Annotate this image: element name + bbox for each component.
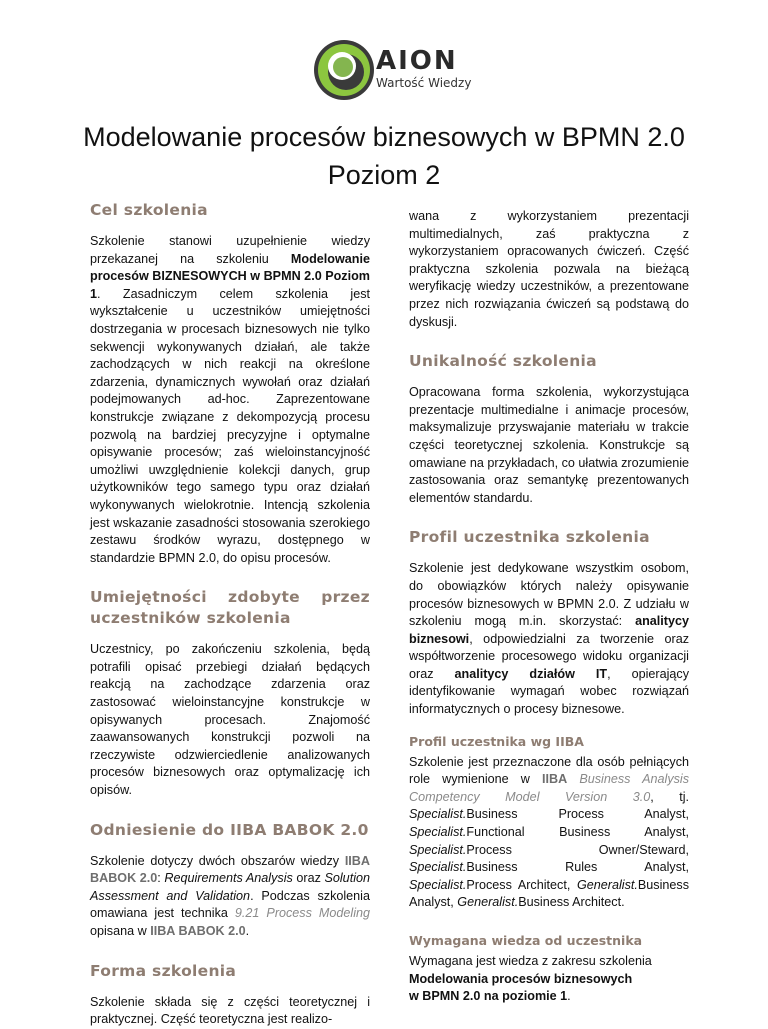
heading-cel: Cel szkolenia bbox=[90, 201, 208, 219]
brand-tagline: Wartość Wiedzy bbox=[376, 76, 472, 90]
title-line-2: Poziom 2 bbox=[327, 160, 441, 190]
paragraph-wymagana: Wymagana jest wiedza z zakresu szkolenia Modelowania procesów biznesowych w BPMN 2.0 na poziomie 1. bbox=[409, 954, 652, 1004]
logo-text bbox=[376, 47, 471, 90]
paragraph-odniesienie: Szkolenie dotyczy dwóch obszarów wiedzy IIBA BABOK 2.0: Requirements Analysis oraz Solution Assessment and Validation. Podczas szkolenia omawiana jest technika 9.21 Process Modeling opisana w IIBA BABOK 2.0. bbox=[90, 853, 371, 938]
paragraph-unikalnosc: Opracowana forma szkolenia, wykorzystująca prezentacje multimedialne i animacje procesów, maksymalizuje przyswajanie materiału w trakcie części teoretycznej szkolenia. Konstrukcje są omawiane na przykładach, co ułatwia zrozumienie zastosowania oraz semantykę prezentowanych elementów standardu. bbox=[409, 385, 690, 505]
heading-wymagana: Wymagana wiedza od uczestnika bbox=[409, 933, 643, 948]
heading-profil-iiba: Profil uczestnika wg IIBA bbox=[409, 733, 584, 749]
left-column bbox=[90, 200, 370, 1029]
heading-forma: Forma szkolenia bbox=[90, 961, 237, 980]
page-title bbox=[0, 118, 768, 194]
heading-umiejetnosci: Umiejętności zdobyte przez uczestników szkolenia bbox=[90, 588, 370, 628]
paragraph-forma-part2: wana z wykorzystaniem prezentacji multimedialnych, zaś praktyczna z wykorzystaniem opracowanych ćwiczeń. Część praktyczna szkolenia pozwala na bieżącą weryfikację wiedzy uczestników, a prezentowane przez nich rozwiązania ćwiczeń są podstawą do dyskusji. bbox=[409, 209, 689, 329]
brand-name: AION bbox=[376, 46, 458, 76]
heading-unikalnosc: Unikalność szkolenia bbox=[409, 352, 597, 371]
paragraph-cel: Szkolenie stanowi uzupełnienie wiedzy przekazanej na szkoleniu Modelowanie procesów BIZNESOWYCH w BPMN 2.0 Poziom 1. Zasadniczym celem szkolenia jest wykształcenie u uczestników umiejętności dostrzegania w procesach biznesowych nie tylko sekwencji wykonywanych działań, ale także zachodzących w nich reakcji na określone zdarzenia, dynamicznych wywołań oraz działań podejmowanych ad-hoc. Zaprezentowane konstrukcje związane z dekompozycją procesu pozwolą na bardziej precyzyjne i optymalne opisywanie procesów; zaś wieloinstancyjność umożliwi uwzględnienie kolekcji danych, grup użytkowników tego samego typu oraz działań wykonywanych wielokrotnie. Intencją szkolenia jest wskazanie zasadności stosowania szerokiego zestawu środków wyrazu, dostępnego w standardzie BPMN 2.0, do opisu procesów. bbox=[90, 234, 370, 565]
paragraph-profil-iiba: Szkolenie jest przeznaczone dla osób pełniących role wymienione w IIBA Business Analysis Competency Model Version 3.0, tj. Specialist.Business Process Analyst, Specialist.Functional Business Analyst, Specialist.Process Owner/Steward, Specialist.Business Rules Analyst, Specialist.Process Architect, Generalist.Business Analyst, Generalist.Business Architect. bbox=[409, 754, 690, 910]
paragraph-profil: Szkolenie jest dedykowane wszystkim osobom, do obowiązków których należy opisywanie procesów biznesowych w BPMN 2.0. Z udziału w szkoleniu mogą m.in. skorzystać: analitycy biznesowi, odpowiedzialni za tworzenie oraz współtworzenie procesowego widoku organizacji oraz analitycy działów IT, opierający identyfikowanie wymagań wobec rozwiązań informatycznych o procesy biznesowe. bbox=[409, 561, 690, 717]
paragraph-forma-part1: Szkolenie składa się z części teoretycznej i praktycznej. Część teoretyczna jest realizo- bbox=[90, 994, 370, 1027]
heading-odniesienie: Odniesienie do IIBA BABOK 2.0 bbox=[90, 820, 369, 839]
heading-profil: Profil uczestnika szkolenia bbox=[409, 528, 650, 547]
title-line-1: Modelowanie procesów biznesowych w BPMN 2.0 bbox=[83, 122, 685, 152]
paragraph-umiejetnosci: Uczestnicy, po zakończeniu szkolenia, będą potrafili opisać przebiegi działań będących reakcją na zachodzące zdarzenia oraz zastosować wieloinstancyjne konstrukcje w opisywanych procesach. Znajomość zaawansowanych konstrukcji pozwoli na rzeczywiste odzwierciedlenie analizowanych procesów biznesowych oraz optymalizację ich opisów. bbox=[90, 642, 370, 798]
right-column bbox=[409, 208, 689, 1026]
